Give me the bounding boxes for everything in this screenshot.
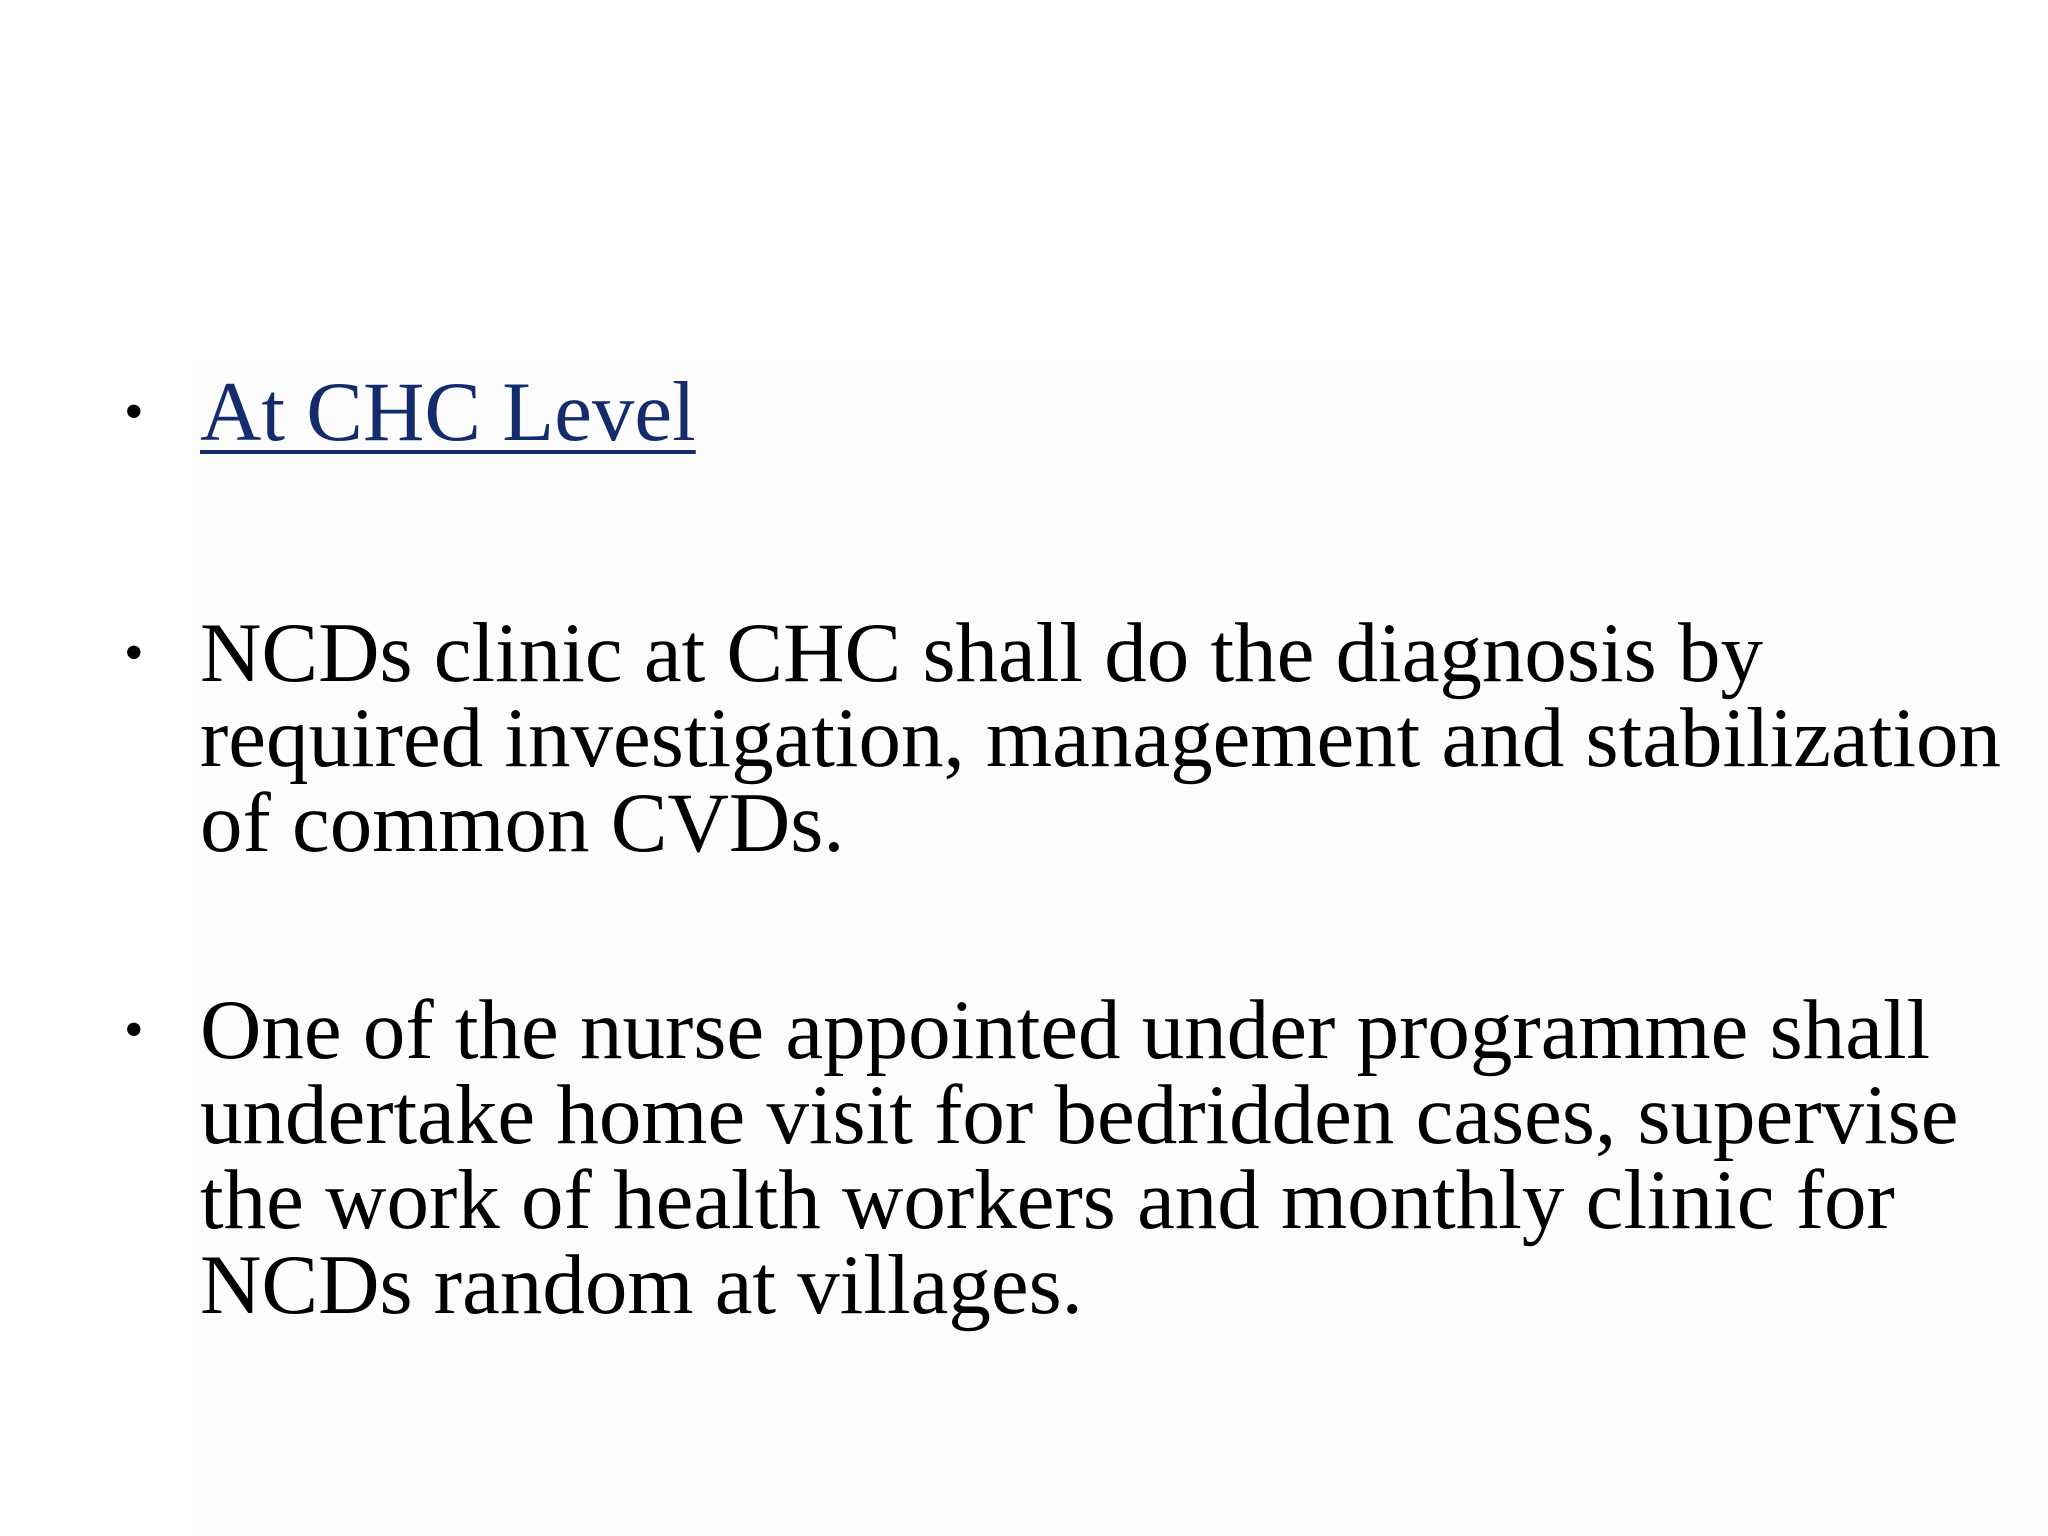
bullet-text bbox=[200, 983, 1960, 1332]
bullet-marker-icon: • bbox=[124, 622, 144, 684]
bullet-marker-icon: • bbox=[124, 381, 144, 443]
bullet-text bbox=[200, 606, 2001, 870]
bullet-marker-icon: • bbox=[124, 999, 144, 1061]
heading-link-chc-level[interactable]: At CHC Level bbox=[200, 365, 696, 459]
text-line: undertake home visit for bedridden cases, supervise bbox=[200, 1068, 1959, 1162]
text-line: NCDs random at villages. bbox=[200, 1238, 1083, 1332]
text-line: required investigation, management and stabilization bbox=[200, 691, 2001, 785]
content-panel bbox=[193, 360, 2048, 1536]
text-line: NCDs clinic at CHC shall do the diagnosis by bbox=[200, 606, 1763, 700]
text-line: the work of health workers and monthly clinic for bbox=[200, 1153, 1895, 1247]
text-line: of common CVDs. bbox=[200, 776, 845, 870]
text-line: One of the nurse appointed under programme shall bbox=[200, 983, 1931, 1077]
